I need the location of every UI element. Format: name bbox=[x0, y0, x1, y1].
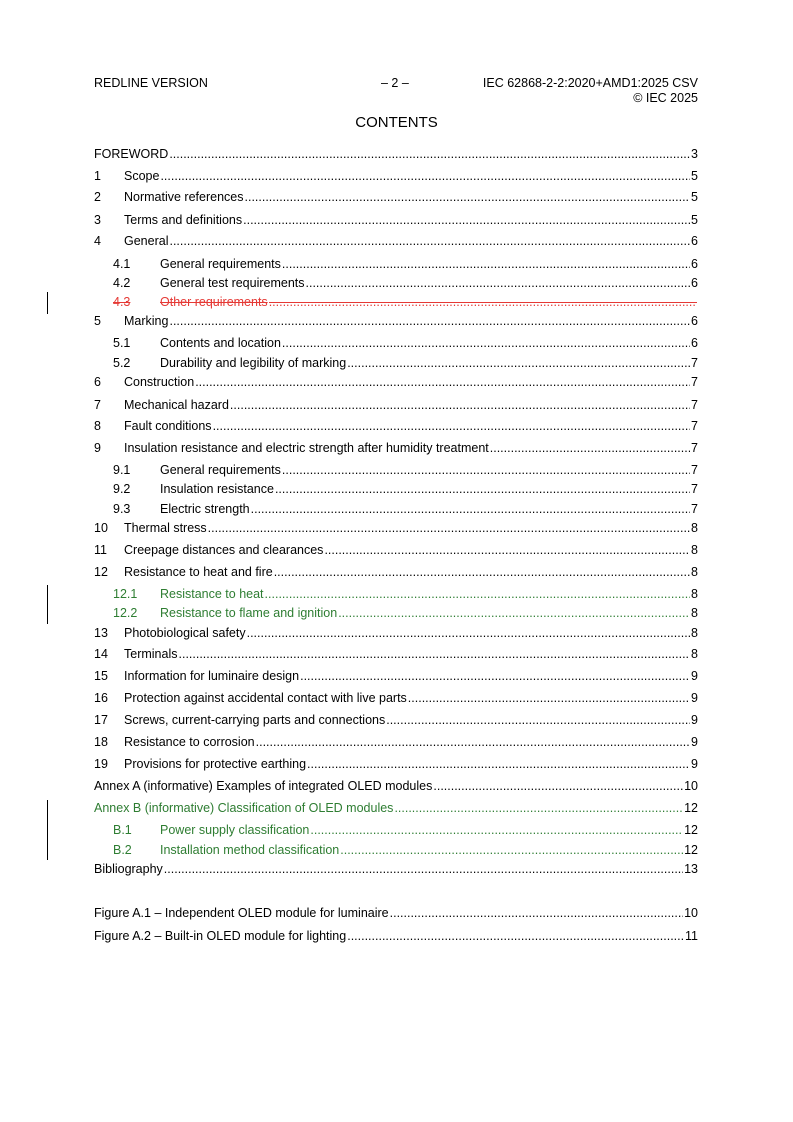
toc-entry-number: 9 bbox=[94, 441, 101, 455]
toc-entry-page: 8 bbox=[691, 587, 698, 601]
toc-entry-number: B.2 bbox=[113, 843, 132, 857]
toc-entry[interactable] bbox=[94, 564, 698, 580]
toc-entry[interactable] bbox=[94, 778, 698, 794]
toc-entry-number: 4.1 bbox=[113, 257, 131, 271]
toc-entry-title: Scope bbox=[124, 169, 160, 183]
toc-entry[interactable] bbox=[113, 501, 698, 517]
toc-entry-page: 6 bbox=[691, 314, 698, 328]
dot-leader bbox=[245, 189, 691, 205]
toc-entry[interactable] bbox=[94, 233, 698, 249]
toc-entry-title: Annex B (informative) Classification of OLED modules bbox=[94, 801, 394, 815]
toc-entry-number: 12.1 bbox=[113, 587, 138, 601]
dot-leader bbox=[347, 928, 684, 944]
toc-entry-title: Fault conditions bbox=[124, 419, 212, 433]
toc-entry-page: 7 bbox=[691, 502, 698, 516]
toc-entry[interactable] bbox=[94, 146, 698, 162]
toc-entry-number: 5 bbox=[94, 314, 101, 328]
toc-entry-number: 5.1 bbox=[113, 336, 131, 350]
toc-entry-title: Normative references bbox=[124, 190, 244, 204]
toc-entry-number: 11 bbox=[94, 543, 107, 557]
toc-entry[interactable] bbox=[113, 481, 698, 497]
toc-entry-number: 4.3 bbox=[113, 295, 131, 309]
toc-entry-page: 8 bbox=[691, 606, 698, 620]
toc-entry[interactable] bbox=[113, 822, 698, 838]
dot-leader bbox=[265, 586, 691, 602]
dot-leader bbox=[160, 168, 690, 184]
header-copyright: © IEC 2025 bbox=[633, 91, 698, 105]
dot-leader bbox=[338, 605, 690, 621]
dot-leader bbox=[275, 481, 690, 497]
toc-entry[interactable] bbox=[94, 168, 698, 184]
toc-entry[interactable] bbox=[113, 842, 698, 858]
toc-entry-number: 15 bbox=[94, 669, 108, 683]
toc-entry-title: Thermal stress bbox=[124, 521, 207, 535]
toc-entry-page: 7 bbox=[691, 419, 698, 433]
toc-entry[interactable] bbox=[94, 734, 698, 750]
toc-entry-title: General requirements bbox=[160, 257, 281, 271]
dot-leader bbox=[300, 668, 690, 684]
toc-entry-title: Marking bbox=[124, 314, 169, 328]
header-edition-label: REDLINE VERSION bbox=[94, 76, 208, 90]
toc-entry-title: Resistance to heat bbox=[160, 587, 264, 601]
toc-entry-number: 6 bbox=[94, 375, 101, 389]
dot-leader bbox=[307, 756, 690, 772]
toc-entry[interactable] bbox=[94, 625, 698, 641]
toc-entry[interactable] bbox=[94, 646, 698, 662]
toc-entry-title: Other requirements bbox=[160, 295, 268, 309]
dot-leader bbox=[213, 418, 690, 434]
toc-entry-page: 5 bbox=[691, 169, 698, 183]
toc-entry-number: 17 bbox=[94, 713, 108, 727]
figure-entry-title: Figure A.2 – Built-in OLED module for lighting bbox=[94, 929, 347, 943]
toc-entry-number: 13 bbox=[94, 626, 108, 640]
toc-entry[interactable] bbox=[113, 605, 698, 621]
toc-entry-title: Creepage distances and clearances bbox=[124, 543, 324, 557]
toc-entry[interactable] bbox=[94, 542, 698, 558]
toc-entry[interactable] bbox=[113, 586, 698, 602]
toc-entry-page: 8 bbox=[691, 565, 698, 579]
toc-entry-page: 9 bbox=[691, 735, 698, 749]
toc-entry-page: 3 bbox=[691, 147, 698, 161]
toc-entry-number: 8 bbox=[94, 419, 101, 433]
dot-leader bbox=[179, 646, 691, 662]
toc-entry-title: Insulation resistance bbox=[160, 482, 274, 496]
toc-entry[interactable] bbox=[113, 462, 698, 478]
toc-entry-title: Electric strength bbox=[160, 502, 250, 516]
change-bar-annex-b bbox=[47, 800, 48, 860]
toc-entry-title: Resistance to flame and ignition bbox=[160, 606, 338, 620]
toc-entry-page: 8 bbox=[691, 543, 698, 557]
toc-entry-page: 13 bbox=[684, 862, 698, 876]
toc-entry[interactable] bbox=[94, 374, 698, 390]
dot-leader bbox=[282, 335, 690, 351]
figure-list-entry[interactable] bbox=[94, 905, 698, 921]
dot-leader bbox=[306, 275, 691, 291]
toc-entry-page: 7 bbox=[691, 356, 698, 370]
toc-entry-page: 12 bbox=[684, 843, 698, 857]
toc-entry-number: 18 bbox=[94, 735, 108, 749]
toc-entry-page: 8 bbox=[691, 647, 698, 661]
toc-entry-title: Terms and definitions bbox=[124, 213, 243, 227]
toc-entry-title: General requirements bbox=[160, 463, 281, 477]
toc-entry-page: 9 bbox=[691, 713, 698, 727]
toc-entry[interactable] bbox=[94, 313, 698, 329]
header-page-number: – 2 – bbox=[381, 76, 409, 90]
dot-leader bbox=[324, 542, 690, 558]
toc-entry-page: 7 bbox=[691, 375, 698, 389]
toc-entry-page: 6 bbox=[691, 257, 698, 271]
toc-entry-page: 9 bbox=[691, 669, 698, 683]
dot-leader bbox=[390, 905, 683, 921]
page-title: CONTENTS bbox=[355, 114, 438, 131]
dot-leader bbox=[394, 800, 683, 816]
toc-entry-page: 12 bbox=[684, 801, 698, 815]
toc-entry-number: 4.2 bbox=[113, 276, 131, 290]
toc-entry-title: Photobiological safety bbox=[124, 626, 246, 640]
toc-entry-title: Durability and legibility of marking bbox=[160, 356, 347, 370]
toc-entry-title: Screws, current-carrying parts and connections bbox=[124, 713, 386, 727]
dot-leader bbox=[340, 842, 683, 858]
toc-entry[interactable] bbox=[94, 690, 698, 706]
toc-entry-number: 12.2 bbox=[113, 606, 138, 620]
toc-entry-number: 10 bbox=[94, 521, 108, 535]
figure-list-entry[interactable] bbox=[94, 928, 698, 944]
toc-entry[interactable] bbox=[113, 355, 698, 371]
toc-entry-title: Installation method classification bbox=[160, 843, 340, 857]
toc-entry-title: General bbox=[124, 234, 169, 248]
header-document-id: IEC 62868-2-2:2020+AMD1:2025 CSV bbox=[482, 76, 698, 90]
toc-entry[interactable] bbox=[94, 712, 698, 728]
dot-leader bbox=[347, 355, 690, 371]
dot-leader bbox=[251, 501, 690, 517]
toc-entry[interactable] bbox=[113, 335, 698, 351]
toc-entry-title: General test requirements bbox=[160, 276, 305, 290]
toc-entry-number: 14 bbox=[94, 647, 108, 661]
dot-leader bbox=[164, 861, 683, 877]
toc-entry[interactable] bbox=[94, 861, 698, 877]
toc-entry-number: 12 bbox=[94, 565, 108, 579]
figure-entry-page: 10 bbox=[684, 906, 698, 920]
toc-entry-title: Mechanical hazard bbox=[124, 398, 229, 412]
toc-entry-page: 9 bbox=[691, 757, 698, 771]
toc-entry-page: 7 bbox=[691, 463, 698, 477]
toc-entry-title: FOREWORD bbox=[94, 147, 169, 161]
toc-entry-page: 8 bbox=[691, 521, 698, 535]
toc-entry-page: 10 bbox=[684, 779, 698, 793]
toc-entry[interactable] bbox=[94, 418, 698, 434]
toc-entry[interactable] bbox=[94, 189, 698, 205]
toc-entry[interactable] bbox=[94, 800, 698, 816]
toc-entry-number: 9.1 bbox=[113, 463, 131, 477]
change-bar-clause-12 bbox=[47, 585, 48, 624]
toc-entry-title: Power supply classification bbox=[160, 823, 310, 837]
figure-entry-title: Figure A.1 – Independent OLED module for luminaire bbox=[94, 906, 389, 920]
toc-entry-page: 5 bbox=[691, 213, 698, 227]
toc-entry[interactable] bbox=[113, 256, 698, 272]
toc-entry-page: 7 bbox=[691, 482, 698, 496]
dot-leader bbox=[269, 294, 697, 310]
dot-leader bbox=[282, 462, 690, 478]
toc-entry-number: 16 bbox=[94, 691, 108, 705]
toc-entry-title: Construction bbox=[124, 375, 195, 389]
toc-entry-title: Bibliography bbox=[94, 862, 163, 876]
dot-leader bbox=[408, 690, 690, 706]
dot-leader bbox=[274, 564, 690, 580]
toc-entry-page: 6 bbox=[691, 336, 698, 350]
toc-entry-number: 5.2 bbox=[113, 356, 131, 370]
dot-leader bbox=[169, 146, 690, 162]
toc-entry-title: Resistance to heat and fire bbox=[124, 565, 273, 579]
toc-entry[interactable] bbox=[94, 520, 698, 536]
toc-entry[interactable] bbox=[113, 294, 698, 310]
toc-entry-number: 7 bbox=[94, 398, 101, 412]
toc-entry[interactable] bbox=[94, 440, 698, 456]
toc-entry-title: Information for luminaire design bbox=[124, 669, 300, 683]
dot-leader bbox=[169, 233, 690, 249]
dot-leader bbox=[310, 822, 683, 838]
toc-entry-title: Terminals bbox=[124, 647, 178, 661]
dot-leader bbox=[243, 212, 690, 228]
toc-entry-page: 8 bbox=[691, 626, 698, 640]
toc-entry-number: 9.3 bbox=[113, 502, 131, 516]
toc-entry-number: 4 bbox=[94, 234, 101, 248]
dot-leader bbox=[256, 734, 690, 750]
change-bar-clause-4-3 bbox=[47, 292, 48, 314]
toc-entry-page: 5 bbox=[691, 190, 698, 204]
toc-entry-page: 12 bbox=[684, 823, 698, 837]
toc-entry-page: 6 bbox=[691, 276, 698, 290]
figure-entry-page: 11 bbox=[685, 929, 698, 943]
dot-leader bbox=[195, 374, 690, 390]
dot-leader bbox=[386, 712, 690, 728]
toc-entry-page: 7 bbox=[691, 441, 698, 455]
toc-entry-page: 6 bbox=[691, 234, 698, 248]
toc-entry-number: 19 bbox=[94, 757, 108, 771]
toc-entry-number: 9.2 bbox=[113, 482, 131, 496]
toc-entry-title: Protection against accidental contact with live parts bbox=[124, 691, 407, 705]
dot-leader bbox=[208, 520, 690, 536]
toc-entry-number: 2 bbox=[94, 190, 101, 204]
toc-entry[interactable] bbox=[113, 275, 698, 291]
toc-entry-title: Insulation resistance and electric strength after humidity treatment bbox=[124, 441, 489, 455]
dot-leader bbox=[230, 397, 690, 413]
toc-entry[interactable] bbox=[94, 756, 698, 772]
toc-entry[interactable] bbox=[94, 397, 698, 413]
toc-entry-number: B.1 bbox=[113, 823, 132, 837]
toc-entry-title: Contents and location bbox=[160, 336, 281, 350]
dot-leader bbox=[169, 313, 690, 329]
dot-leader bbox=[247, 625, 690, 641]
dot-leader bbox=[282, 256, 690, 272]
toc-entry[interactable] bbox=[94, 668, 698, 684]
toc-entry-number: 3 bbox=[94, 213, 101, 227]
toc-entry-title: Annex A (informative) Examples of integrated OLED modules bbox=[94, 779, 433, 793]
toc-entry[interactable] bbox=[94, 212, 698, 228]
dot-leader bbox=[490, 440, 690, 456]
toc-entry-page: 9 bbox=[691, 691, 698, 705]
dot-leader bbox=[433, 778, 683, 794]
toc-entry-page: 7 bbox=[691, 398, 698, 412]
toc-entry-title: Provisions for protective earthing bbox=[124, 757, 307, 771]
toc-entry-number: 1 bbox=[94, 169, 101, 183]
toc-entry-title: Resistance to corrosion bbox=[124, 735, 255, 749]
